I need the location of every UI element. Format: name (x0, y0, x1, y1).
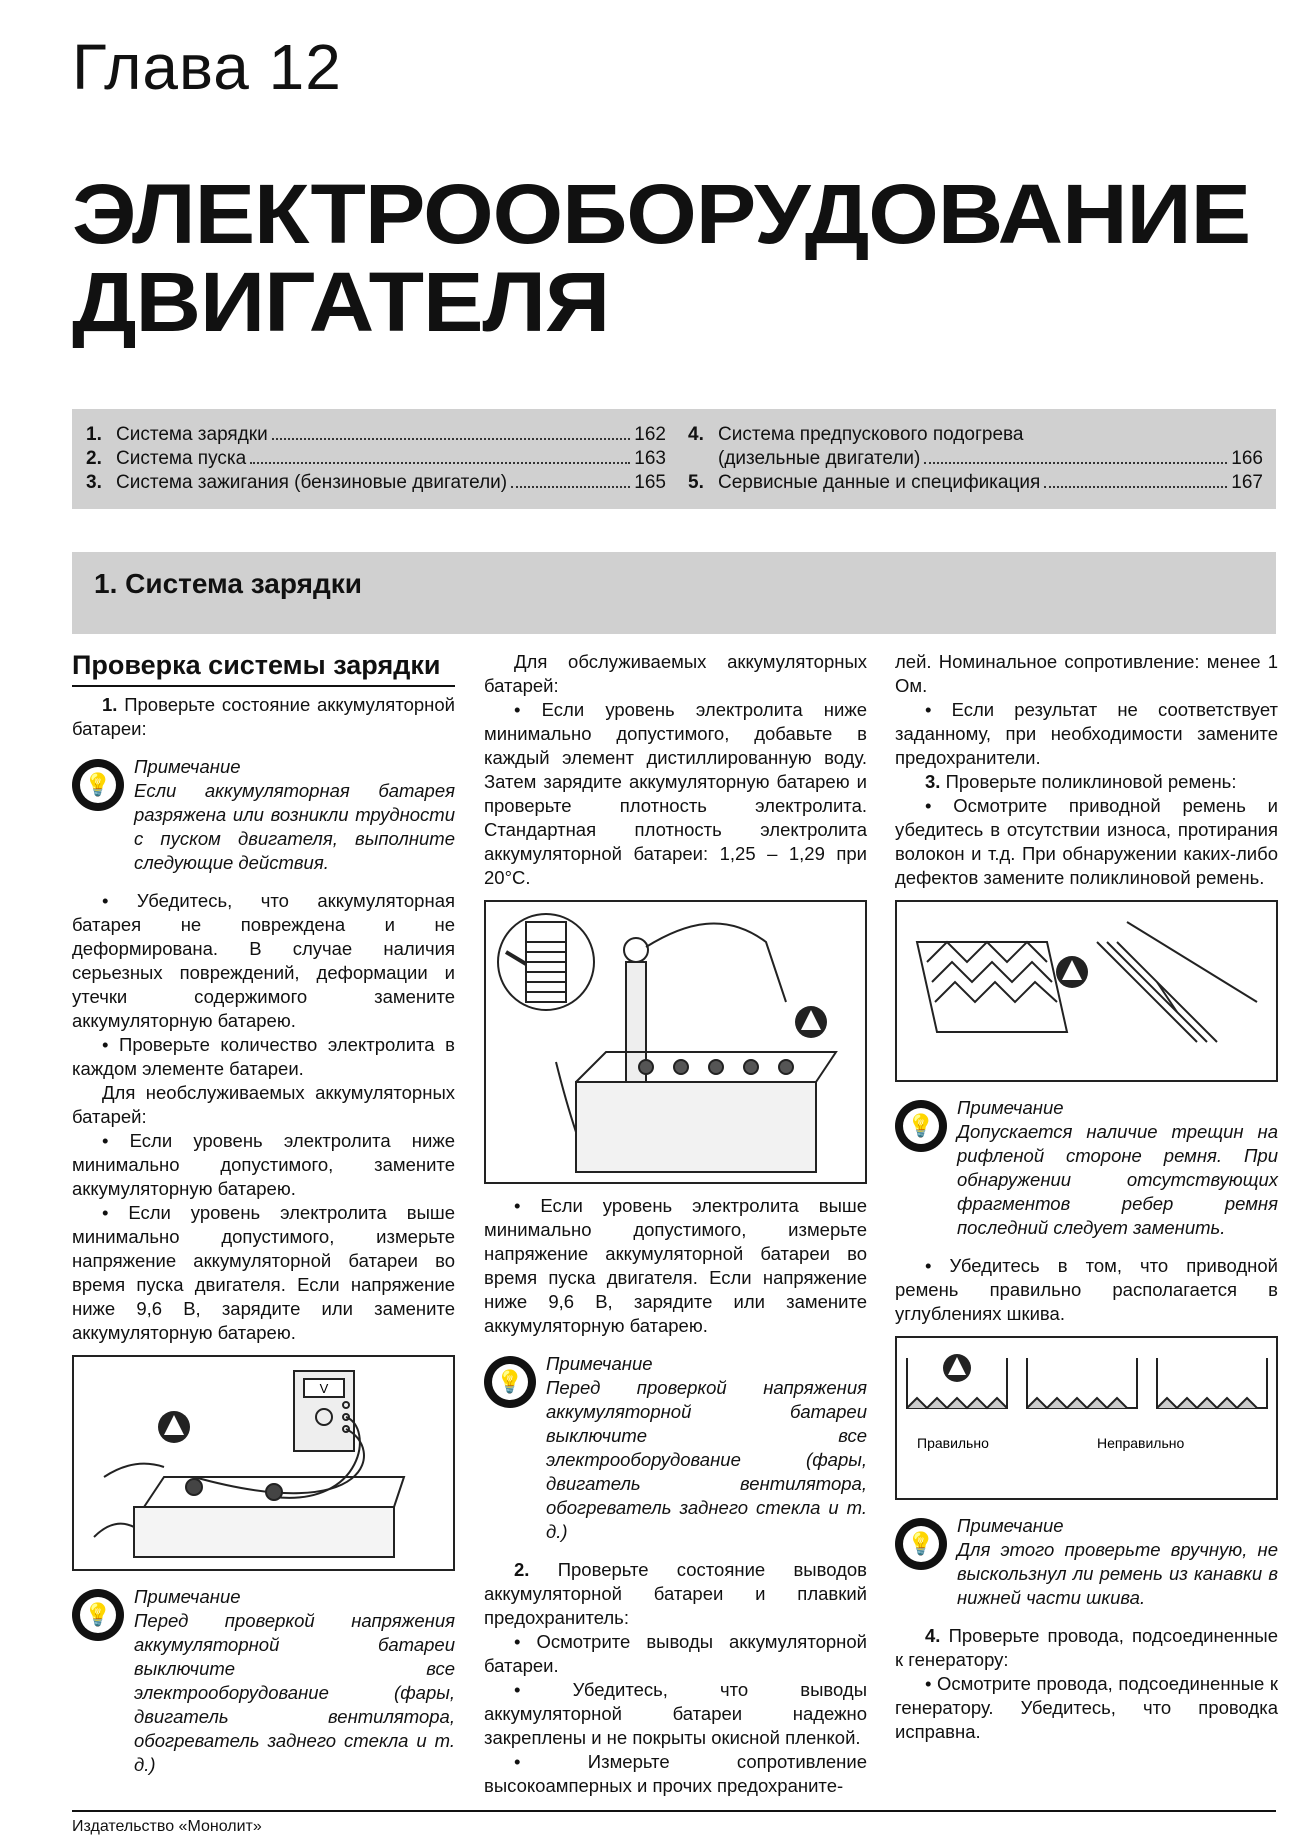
note-content (957, 1096, 1278, 1240)
toc-label: Система пуска (116, 448, 247, 469)
toc-leader (272, 438, 631, 440)
warning-icon (795, 1006, 827, 1038)
toc-label: (дизельные двигатели) (718, 448, 921, 469)
toc-number: 4. (688, 424, 704, 445)
step-number: 3. (925, 771, 941, 792)
toc-number: 2. (86, 448, 102, 469)
figure-electrolyte-check (484, 900, 867, 1184)
toc-leader (1044, 486, 1227, 488)
toc-number: 1. (86, 424, 102, 445)
note-block (484, 1352, 867, 1544)
note-body: Перед проверкой напряжения аккумуляторной батареи выключите все электрооборудование (фары, двигатель вентилятора, обогреватель заднего стекла и т. д.) (546, 1377, 867, 1542)
note-body: Для этого проверьте вручную, не выскользнул ли ремень из канавки в нижней части шкива. (957, 1539, 1278, 1608)
paragraph: лей. Номинальное сопротивление: менее 1 Ом. (895, 651, 1278, 696)
note-title: Примечание (957, 1097, 1064, 1118)
paragraph: • Если уровень электролита ниже минимально допустимого, добавьте в каждый элемент дистиллированную воду. Затем зарядите аккумуляторную батарею и проверьте плотность электролита. Стандартная плотность электролита аккумуляторной батареи: 1,25 – 1,29 при 20°C. (484, 699, 867, 888)
label-incorrect: Неправильно (1097, 1435, 1185, 1451)
lightbulb-icon: 💡 (484, 1356, 536, 1408)
toc-leader (924, 462, 1227, 464)
step-2 (484, 1558, 867, 1630)
note-content (134, 755, 455, 875)
label-correct: Правильно (917, 1435, 989, 1451)
paragraph: • Осмотрите провода, подсоединенные к генератору. Убедитесь, что проводка исправна. (895, 1673, 1278, 1742)
step-text: Проверьте состояние выводов аккумуляторной батареи и плавкий предохранитель: (484, 1559, 867, 1628)
paragraph: • Убедитесь, что выводы аккумуляторной батареи надежно закреплены и не покрыты окисной пленкой. (484, 1679, 867, 1748)
note-block (895, 1096, 1278, 1240)
column-2 (484, 650, 867, 1798)
toc-page: 162 (634, 424, 666, 445)
note-title: Примечание (134, 756, 241, 777)
note-content (134, 1585, 455, 1777)
warning-icon (158, 1411, 190, 1443)
note-title: Примечание (957, 1515, 1064, 1536)
toc-item[interactable] (86, 447, 666, 471)
toc-page: 166 (1231, 448, 1263, 469)
paragraph: • Убедитесь в том, что приводной ремень правильно располагается в углублениях шкива. (895, 1255, 1278, 1324)
section-heading: 1. Система зарядки (94, 568, 362, 599)
note-block (895, 1514, 1278, 1610)
column-3 (895, 650, 1278, 1744)
step-3 (895, 770, 1278, 794)
page-title (72, 167, 1251, 349)
paragraph: • Если уровень электролита выше минимально допустимого, измерьте напряжение аккумуляторной батареи во время пуска двигателя. Если напряжение ниже 9,6 В, зарядите или замените аккумуляторную батарею. (484, 1195, 867, 1336)
toc-right-column (688, 423, 1263, 495)
warning-icon (1056, 956, 1088, 988)
step-number: 1. (102, 694, 118, 715)
lightbulb-icon: 💡 (895, 1100, 947, 1152)
lightbulb-icon: 💡 (895, 1518, 947, 1570)
publisher-footer: Издательство «Монолит» (72, 1818, 262, 1835)
toc-left-column (86, 423, 666, 495)
lightbulb-icon: 💡 (72, 759, 124, 811)
paragraph: • Если уровень электролита ниже минимально допустимого, замените аккумуляторную батарею. (72, 1130, 455, 1199)
subsection-heading: Проверка системы зарядки (72, 650, 455, 687)
toc-item[interactable] (688, 471, 1263, 495)
figure-battery-voltage-test (72, 1355, 455, 1571)
step-text: Проверьте поликлиновой ремень: (945, 771, 1237, 792)
toc-item[interactable] (86, 471, 666, 495)
toc-number: 5. (688, 472, 704, 493)
table-of-contents (72, 409, 1276, 509)
title-line-1: ЭЛЕКТРООБОРУДОВАНИЕ (72, 167, 1251, 261)
paragraph: Для необслуживаемых аккумуляторных батарей: (72, 1082, 455, 1127)
toc-page: 163 (634, 448, 666, 469)
column-1 (72, 650, 455, 1791)
note-title: Примечание (134, 1586, 241, 1607)
note-body: Перед проверкой напряжения аккумуляторной батареи выключите все электрооборудование (фары, двигатель вентилятора, обогреватель заднего стекла и т. д.) (134, 1610, 455, 1775)
note-block (72, 1585, 455, 1777)
toc-label: Система предпускового подогрева (718, 424, 1024, 445)
footer-divider (72, 1810, 1276, 1812)
step-4 (895, 1624, 1278, 1672)
meter-label: V (319, 1381, 329, 1396)
toc-item[interactable] (688, 423, 1263, 447)
warning-icon (943, 1354, 971, 1382)
step-number: 4. (925, 1625, 941, 1646)
paragraph: • Если результат не соответствует заданному, при необходимости замените предохранители. (895, 699, 1278, 768)
paragraph: • Осмотрите выводы аккумуляторной батареи. (484, 1631, 867, 1676)
toc-leader (511, 486, 630, 488)
title-line-2: ДВИГАТЕЛЯ (72, 255, 610, 349)
lightbulb-icon: 💡 (72, 1589, 124, 1641)
toc-page: 165 (634, 472, 666, 493)
toc-label: Система зарядки (116, 424, 268, 445)
paragraph: • Проверьте количество электролита в каждом элементе батареи. (72, 1034, 455, 1079)
toc-leader (250, 462, 630, 464)
note-title: Примечание (546, 1353, 653, 1374)
figure-belt-position (895, 1336, 1278, 1500)
paragraph: • Если уровень электролита выше минимально допустимого, измерьте напряжение аккумуляторной батареи во время пуска двигателя. Если напряжение ниже 9,6 В, зарядите или замените аккумуляторную батарею. (72, 1202, 455, 1343)
paragraph: • Убедитесь, что аккумуляторная батарея не повреждена и не деформирована. В случае наличия серьезных повреждений, деформации и утечки содержимого замените аккумуляторную батарею. (72, 890, 455, 1031)
toc-label: Сервисные данные и спецификация (718, 472, 1041, 493)
note-body: Если аккумуляторная батарея разряжена или возникли трудности с пуском двигателя, выполните следующие действия. (134, 780, 455, 873)
paragraph: Для обслуживаемых аккумуляторных батарей: (484, 651, 867, 696)
step-text: Проверьте провода, подсоединенные к генератору: (895, 1625, 1279, 1670)
step-number: 2. (514, 1559, 530, 1580)
figure-belt-inspection (895, 900, 1278, 1082)
note-body: Допускается наличие трещин на рифленой стороне ремня. При обнаружении отсутствующих фрагментов ребер ремня последний следует заменить. (957, 1121, 1278, 1238)
note-block (72, 755, 455, 875)
toc-label: Система зажигания (бензиновые двигатели) (116, 472, 508, 493)
note-content (957, 1514, 1278, 1610)
paragraph: • Осмотрите приводной ремень и убедитесь в отсутствии износа, протирания волокон и т.д. При обнаружении каких-либо дефектов замените поликлиновой ремень. (895, 795, 1278, 888)
toc-number: 3. (86, 472, 102, 493)
step-text: Проверьте состояние аккумуляторной батареи: (72, 694, 455, 739)
toc-item[interactable] (86, 423, 666, 447)
note-content (546, 1352, 867, 1544)
chapter-label: Глава 12 (72, 31, 342, 103)
toc-item-continuation[interactable] (688, 447, 1263, 471)
step-1 (72, 693, 455, 741)
paragraph: • Измерьте сопротивление высокоамперных и прочих предохраните- (484, 1751, 867, 1796)
toc-page: 167 (1231, 472, 1263, 493)
section-header (72, 552, 1276, 634)
